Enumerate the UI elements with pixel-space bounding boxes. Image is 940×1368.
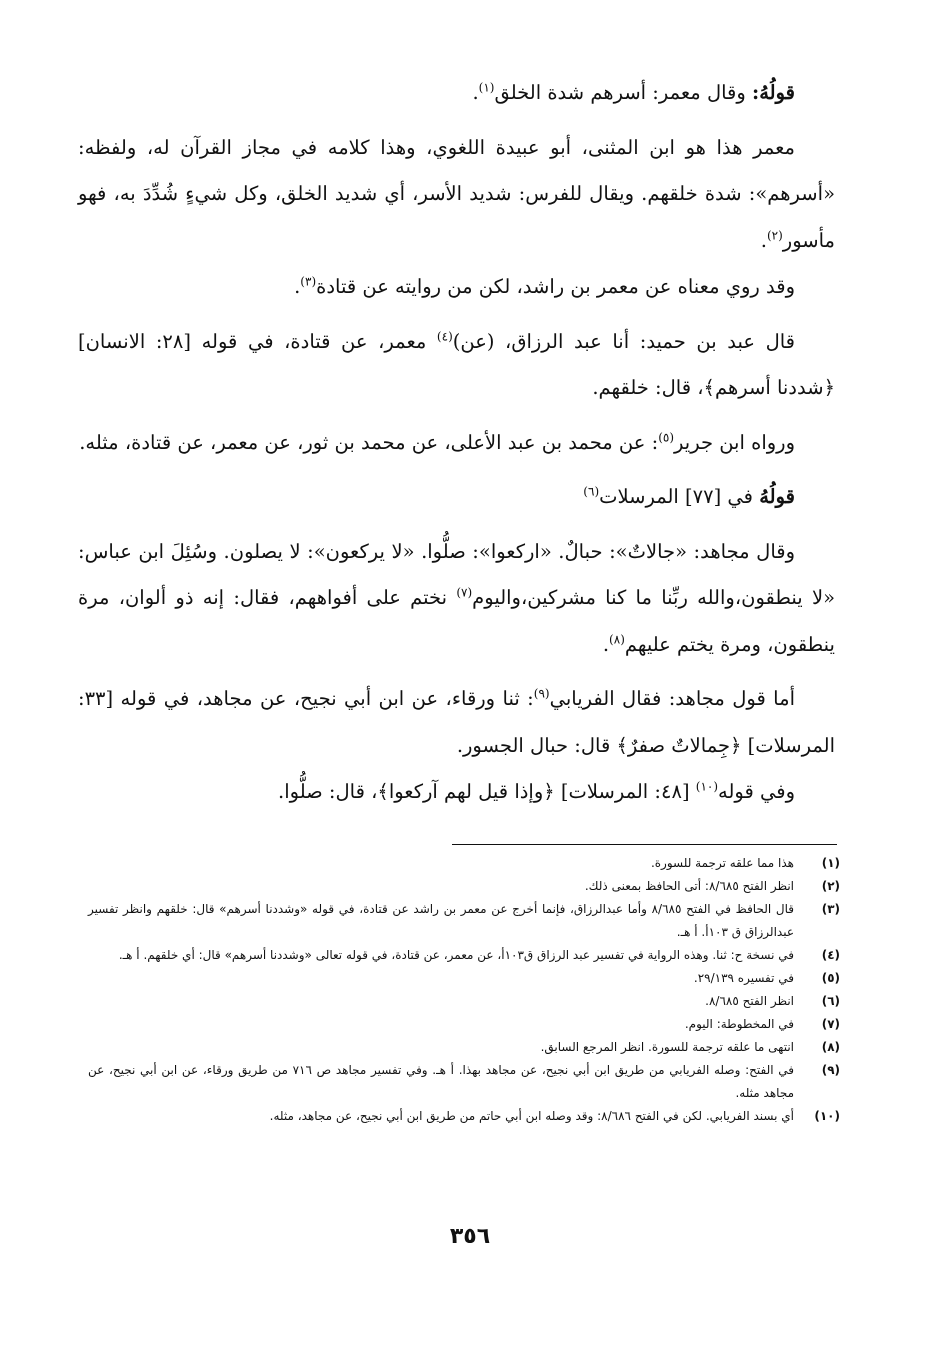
- footnote: [88, 852, 840, 875]
- footnote-number: (٦): [821, 994, 840, 1008]
- paragraph-text: وقال معمر: أسرهم شدة الخلق: [494, 81, 752, 104]
- footnote: [88, 967, 840, 990]
- paragraph-text: قال عبد بن حميد: أنا عبد الرزاق، (عن): [452, 329, 796, 353]
- footnote-ref-5: (٥): [658, 430, 675, 444]
- footnote: [88, 1036, 840, 1059]
- footnote: [88, 1105, 840, 1128]
- paragraph-text: وقال مجاهد: «جالاتٌ»: حبالٌ. «اركعوا»: صلُّوا. «لا يركعون»: لا يصلون. وسُئِلَ ابن عباس: «لا ينطقون،والله ربِّنا ما كنا مشركين،واليوم: [78, 539, 836, 609]
- paragraph-text: [٤٨: المرسلات] ﴿وإذا قيل لهم آركعوا﴾، قال: صلُّوا.: [278, 780, 696, 803]
- paragraph-text: معمر، عن قتادة، في قوله [٢٨: الانسان] ﴿شددنا أسرهم﴾، قال: خلقهم.: [78, 329, 835, 399]
- footnote: [88, 1013, 840, 1036]
- footnote-ref-1: (١): [478, 80, 495, 95]
- footnote: [88, 990, 840, 1013]
- footnote-number: (٩): [821, 1063, 840, 1077]
- footnote-ref-9: (٩): [533, 686, 550, 701]
- paragraph-text: في [٧٧] المرسلات: [599, 485, 760, 508]
- paragraph-text: ورواه ابن جرير: [674, 430, 795, 454]
- footnote-number: (١٠): [814, 1109, 840, 1123]
- footnote-ref-10: (١٠): [695, 779, 719, 794]
- footnote: [88, 898, 840, 944]
- footnote-text: قال الحافظ في الفتح ٨/٦٨٥ وأما عبدالرزاق، فإنما أخرج عن معمر بن راشد عن قتادة، في قوله «وشددنا أسرهم» قال: خلقهم وانظر تفسير عبدالرزاق ق ١٠٣أ. أ هـ.: [88, 902, 794, 939]
- page-number: ٣٥٦: [449, 1224, 491, 1249]
- footnote-separator: [452, 844, 837, 845]
- footnote-number: (١): [821, 856, 840, 870]
- footnote-ref-6: (٦): [583, 484, 600, 499]
- paragraph-9: [78, 769, 835, 816]
- paragraph-text: وقد روي معناه عن معمر بن راشد، لكن من روايته عن قتادة: [316, 275, 795, 298]
- footnote-text: انظر الفتح ٨/٦٨٥: أتى الحافظ بمعنى ذلك.: [584, 879, 794, 893]
- footnote-ref-7: (٧): [456, 585, 473, 600]
- footnote-text: هذا مما علقه ترجمة للسورة.: [650, 856, 794, 870]
- footnote-ref-3: (٣): [300, 274, 317, 289]
- heading-lead: قولُهُ: [759, 485, 795, 508]
- footnote-text: انظر الفتح ٨/٦٨٥.: [705, 994, 794, 1008]
- footnote-number: (٤): [821, 948, 840, 962]
- footnote-ref-4: (٤): [436, 329, 453, 343]
- paragraph-text: : ثنا ورقاء، عن ابن أبي نجيح، عن مجاهد، في قوله [٣٣: المرسلات] ﴿جِمالاتٌ صفرٌ﴾ قال: حبال الجسور.: [78, 687, 835, 757]
- paragraph-6: [78, 474, 835, 521]
- paragraph-1: [78, 70, 835, 117]
- footnote-number: (٧): [821, 1017, 840, 1031]
- heading-lead: قولُهُ:: [752, 81, 795, 104]
- paragraph-tail: .: [602, 632, 610, 656]
- paragraph-7: [78, 529, 835, 669]
- paragraph-5: [78, 420, 835, 467]
- footnote-number: (٣): [821, 902, 840, 916]
- paragraph-8: [78, 676, 835, 769]
- footnote: [88, 944, 840, 967]
- footnote-number: (٥): [821, 971, 840, 985]
- paragraph-text: أما قول مجاهد: فقال الفريابي: [549, 687, 795, 710]
- paragraph-4: [78, 319, 835, 412]
- paragraph-tail: .: [760, 228, 767, 252]
- footnote: [88, 875, 840, 898]
- paragraph-text: وفي قوله: [718, 780, 795, 803]
- footnote: [88, 1059, 840, 1105]
- footnote-text: انتهى ما علقه ترجمة للسورة. انظر المرجع السابق.: [540, 1040, 794, 1054]
- footnotes: [88, 852, 840, 1128]
- paragraph-text: نختم على أفواههم، فقال: إنه ذو ألوان، مرة ينطقون، ومرة يختم عليهم: [78, 586, 835, 656]
- footnote-ref-2: (٢): [766, 228, 783, 242]
- paragraph-tail: .: [294, 275, 301, 298]
- footnote-text: في الفتح: وصله الفريابي من طريق ابن أبي نجيح، عن مجاهد بهذا. أ هـ. وفي تفسير مجاهد ص ٧١٦ من طريق ورقاء، عن ابن أبي نجيح، عن مجاهد مثله.: [88, 1063, 794, 1100]
- footnote-number: (٢): [821, 879, 840, 893]
- footnote-text: في نسخة ح: ثنا. وهذه الرواية في تفسير عبد الرزاق ق١٠٣أ، عن معمر، عن قتادة، في قوله تعالى «وشددنا أسرهم» قال: أي خلقهم. أ هـ.: [118, 948, 794, 962]
- paragraph-text: معمر هذا هو ابن المثنى، أبو عبيدة اللغوي، وهذا كلامه في مجاز القرآن له، ولفظه: «أسرهم»: شدة خلقهم. ويقال للفرس: شديد الأسر، أي شديد الخلق، وكل شيءٍ شُدِّدَ به، فهو مأسور: [78, 135, 835, 252]
- footnote-ref-8: (٨): [609, 632, 625, 646]
- paragraph-tail: .: [472, 81, 479, 104]
- paragraph-3: [78, 264, 835, 311]
- main-text: [78, 70, 835, 816]
- footnote-number: (٨): [821, 1040, 840, 1054]
- paragraph-text: : عن محمد بن عبد الأعلى، عن محمد بن ثور، عن معمر، عن قتادة، مثله.: [79, 430, 659, 454]
- footnote-text: في المخطوطة: اليوم.: [684, 1017, 794, 1031]
- footnote-text: أي بسند الفريابي. لكن في الفتح ٨/٦٨٦: وقد وصله ابن أبي حاتم من طريق ابن أبي نجيح، عن مجاهد، مثله.: [269, 1109, 794, 1123]
- paragraph-2: [78, 125, 835, 265]
- footnote-text: في تفسيره ٢٩/١٣٩.: [693, 971, 794, 985]
